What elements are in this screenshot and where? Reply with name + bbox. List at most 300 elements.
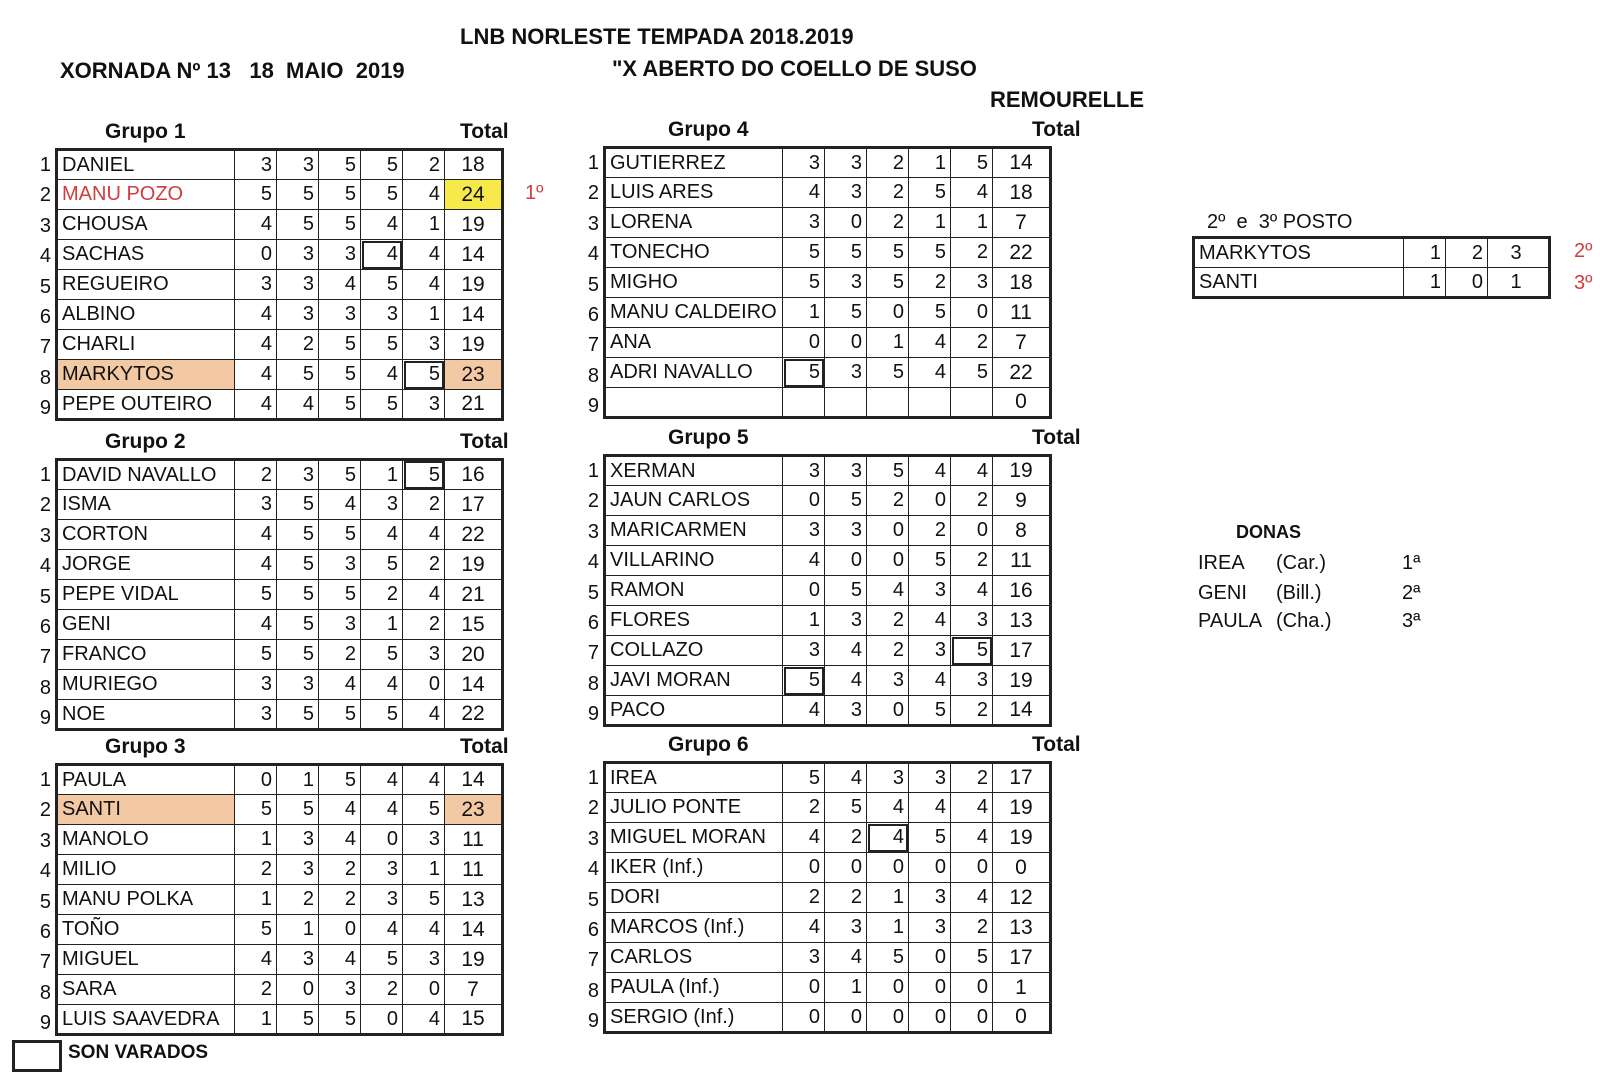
player-name: MIGUEL MORAN (605, 823, 783, 853)
total-cell: 19 (993, 456, 1051, 486)
row-number: 6 (39, 921, 51, 943)
player-name: IKER (Inf.) (605, 853, 783, 883)
row-number: 9 (587, 395, 599, 418)
player-name: DAVID NAVALLO (57, 460, 235, 490)
score-cell: 1 (867, 883, 909, 913)
score-cell: 5 (361, 180, 403, 210)
score-cell: 3 (783, 208, 825, 238)
score-cell: 3 (403, 640, 445, 670)
row-number: 4 (587, 551, 599, 574)
donas-club: (Cha.) (1276, 610, 1332, 632)
score-cell: 0 (235, 765, 277, 795)
donas-row (1198, 552, 1421, 575)
total-cell: 18 (445, 150, 503, 180)
score-cell: 0 (867, 1003, 909, 1033)
row-number: 4 (39, 860, 51, 883)
score-cell: 4 (951, 178, 993, 208)
total-cell: 20 (445, 640, 503, 670)
score-cell: 4 (319, 945, 361, 975)
score-cell: 5 (403, 360, 445, 390)
score-cell: 4 (403, 580, 445, 610)
score-cell: 3 (277, 855, 319, 885)
row-number: 5 (587, 581, 599, 604)
score-cell: 3 (783, 636, 825, 666)
score-cell: 1 (825, 973, 867, 1003)
table-row (57, 975, 503, 1005)
score-cell: 5 (277, 520, 319, 550)
table-row (57, 330, 503, 360)
score-cell: 0 (867, 853, 909, 883)
score-cell: 3 (319, 610, 361, 640)
score-cell: 5 (319, 210, 361, 240)
score-cell: 0 (235, 240, 277, 270)
score-cell: 2 (319, 855, 361, 885)
score-cell: 5 (319, 390, 361, 420)
score-cell: 4 (867, 793, 909, 823)
score-cell: 0 (319, 915, 361, 945)
score-cell: 5 (361, 700, 403, 730)
score-cell: 4 (319, 490, 361, 520)
score-cell: 5 (361, 330, 403, 360)
table-row (57, 640, 503, 670)
row-number: 1 (587, 767, 599, 789)
player-name: JORGE (57, 550, 235, 580)
score-cell: 2 (909, 268, 951, 298)
row-number: 8 (39, 981, 51, 1004)
score-cell: 1 (235, 1005, 277, 1035)
table-row (57, 550, 503, 580)
table-row (605, 178, 1051, 208)
player-name: SACHAS (57, 240, 235, 270)
total-cell: 14 (993, 148, 1051, 178)
total-cell: 11 (993, 298, 1051, 328)
score-cell: 3 (825, 456, 867, 486)
total-cell: 0 (993, 388, 1051, 418)
score-cell: 5 (909, 238, 951, 268)
table-row (605, 883, 1051, 913)
total-cell: 18 (993, 178, 1051, 208)
score-cell (825, 388, 867, 418)
player-name: PEPE OUTEIRO (57, 390, 235, 420)
score-cell: 3 (361, 300, 403, 330)
total-header: Total (460, 430, 509, 453)
score-cell: 5 (403, 885, 445, 915)
player-name: TOÑO (57, 915, 235, 945)
donas-row (1198, 610, 1421, 633)
total-cell: 1 (993, 973, 1051, 1003)
score-cell: 4 (783, 823, 825, 853)
score-cell: 0 (1446, 268, 1488, 298)
score-cell: 5 (951, 636, 993, 666)
score-cell: 2 (867, 148, 909, 178)
player-name (605, 388, 783, 418)
table-row (57, 180, 503, 210)
score-cell: 5 (277, 360, 319, 390)
table-row (1194, 238, 1550, 268)
score-cell: 2 (951, 546, 993, 576)
group-title: Grupo 3 (105, 735, 186, 758)
player-name: CHARLI (57, 330, 235, 360)
score-cell: 3 (235, 700, 277, 730)
player-name: JAUN CARLOS (605, 486, 783, 516)
donas-position: 3ª (1402, 610, 1421, 632)
score-cell: 2 (403, 610, 445, 640)
score-cell: 3 (319, 240, 361, 270)
score-cell: 3 (783, 516, 825, 546)
row-number: 4 (39, 245, 51, 268)
total-cell: 19 (445, 270, 503, 300)
table-row (605, 943, 1051, 973)
score-cell: 5 (319, 700, 361, 730)
score-cell: 0 (783, 328, 825, 358)
score-cell: 3 (235, 670, 277, 700)
score-cell: 3 (403, 330, 445, 360)
score-cell: 2 (867, 606, 909, 636)
table-row (605, 1003, 1051, 1033)
total-cell: 16 (445, 460, 503, 490)
score-cell: 3 (361, 885, 403, 915)
player-name: ISMA (57, 490, 235, 520)
legend-box (12, 1040, 62, 1072)
score-cell: 5 (277, 795, 319, 825)
group-table (603, 454, 1052, 727)
player-name: LUIS SAAVEDRA (57, 1005, 235, 1035)
player-name: DORI (605, 883, 783, 913)
player-name: VILLARINO (605, 546, 783, 576)
player-name: PAULA (57, 765, 235, 795)
score-cell: 2 (403, 490, 445, 520)
row-number: 2 (587, 182, 599, 205)
score-cell: 4 (783, 178, 825, 208)
score-cell: 0 (909, 1003, 951, 1033)
total-cell: 19 (445, 330, 503, 360)
group-table (603, 146, 1052, 419)
score-cell: 1 (361, 460, 403, 490)
total-cell: 13 (993, 913, 1051, 943)
total-cell: 19 (993, 823, 1051, 853)
score-cell: 1 (909, 208, 951, 238)
total-header: Total (1032, 118, 1081, 141)
table-row (605, 823, 1051, 853)
score-cell: 2 (951, 696, 993, 726)
table-row (605, 913, 1051, 943)
donas-position: 1ª (1402, 552, 1421, 574)
score-cell (867, 388, 909, 418)
table-row (605, 853, 1051, 883)
table-row (605, 793, 1051, 823)
playoff-table (1192, 236, 1551, 299)
score-cell: 5 (319, 1005, 361, 1035)
score-cell: 5 (319, 520, 361, 550)
player-name: MARKYTOS (57, 360, 235, 390)
legend-text: SON VARADOS (68, 1042, 209, 1063)
total-cell: 12 (993, 883, 1051, 913)
score-cell: 1 (1404, 238, 1446, 268)
score-cell: 3 (319, 300, 361, 330)
score-cell: 2 (235, 855, 277, 885)
score-cell: 0 (783, 1003, 825, 1033)
total-cell: 13 (993, 606, 1051, 636)
total-cell: 21 (445, 580, 503, 610)
table-row (605, 148, 1051, 178)
score-cell: 3 (825, 696, 867, 726)
score-cell: 4 (403, 915, 445, 945)
score-cell: 0 (825, 546, 867, 576)
score-cell: 3 (403, 390, 445, 420)
total-cell: 14 (445, 240, 503, 270)
player-name: CORTON (57, 520, 235, 550)
row-number: 8 (587, 364, 599, 387)
score-cell: 3 (909, 576, 951, 606)
score-cell: 0 (825, 853, 867, 883)
score-cell: 5 (951, 148, 993, 178)
score-cell: 1 (235, 885, 277, 915)
player-name: MANOLO (57, 825, 235, 855)
donas-position: 2ª (1402, 582, 1421, 604)
table-row (57, 210, 503, 240)
score-cell: 3 (951, 606, 993, 636)
score-cell: 5 (783, 666, 825, 696)
venue-title: REMOURELLE (990, 87, 1144, 112)
player-name: MILIO (57, 855, 235, 885)
score-cell: 4 (951, 576, 993, 606)
total-cell: 17 (993, 763, 1051, 793)
score-cell: 4 (951, 793, 993, 823)
position-mark: 1º (525, 182, 544, 205)
score-cell: 0 (403, 975, 445, 1005)
row-number: 6 (587, 304, 599, 326)
score-cell: 3 (867, 666, 909, 696)
player-name: PACO (605, 696, 783, 726)
total-cell: 14 (445, 765, 503, 795)
total-cell: 22 (445, 520, 503, 550)
score-cell: 5 (867, 358, 909, 388)
score-cell: 5 (951, 943, 993, 973)
score-cell: 5 (825, 576, 867, 606)
row-number: 6 (587, 919, 599, 941)
position-mark: 2º (1574, 240, 1593, 262)
score-cell: 3 (1488, 238, 1550, 268)
score-cell: 4 (951, 456, 993, 486)
score-cell: 0 (783, 576, 825, 606)
score-cell: 2 (825, 883, 867, 913)
row-number: 8 (587, 672, 599, 695)
score-cell: 1 (783, 606, 825, 636)
score-cell: 5 (361, 150, 403, 180)
total-header: Total (1032, 426, 1081, 449)
row-number: 7 (39, 951, 51, 974)
total-cell: 17 (993, 943, 1051, 973)
score-cell: 4 (361, 520, 403, 550)
player-name: FRANCO (57, 640, 235, 670)
score-cell: 4 (783, 913, 825, 943)
row-number: 7 (587, 642, 599, 665)
score-cell: 4 (361, 670, 403, 700)
total-cell: 17 (445, 490, 503, 520)
player-name: JULIO PONTE (605, 793, 783, 823)
score-cell: 4 (235, 360, 277, 390)
player-name: ANA (605, 328, 783, 358)
score-cell: 0 (403, 670, 445, 700)
player-name: CARLOS (605, 943, 783, 973)
table-row (605, 546, 1051, 576)
group-table (603, 761, 1052, 1034)
row-number: 5 (39, 275, 51, 298)
score-cell: 1 (403, 300, 445, 330)
score-cell: 2 (867, 636, 909, 666)
table-row (57, 610, 503, 640)
score-cell: 2 (951, 763, 993, 793)
score-cell: 3 (951, 268, 993, 298)
table-row (605, 973, 1051, 1003)
row-number: 5 (39, 585, 51, 608)
table-row (57, 855, 503, 885)
donas-name: GENI (1198, 582, 1247, 604)
score-cell: 3 (909, 636, 951, 666)
score-cell: 5 (403, 460, 445, 490)
row-number: 2 (39, 799, 51, 822)
score-cell: 3 (825, 913, 867, 943)
total-cell: 7 (993, 208, 1051, 238)
score-cell: 2 (403, 550, 445, 580)
score-cell: 5 (277, 580, 319, 610)
score-cell: 0 (867, 298, 909, 328)
score-cell: 3 (825, 178, 867, 208)
player-name: MIGHO (605, 268, 783, 298)
total-cell: 23 (445, 360, 503, 390)
score-cell: 3 (319, 550, 361, 580)
score-cell: 0 (867, 546, 909, 576)
row-number: 2 (587, 490, 599, 513)
player-name: RAMON (605, 576, 783, 606)
row-number: 5 (39, 890, 51, 913)
table-row (57, 825, 503, 855)
table-row (57, 580, 503, 610)
player-name: PAULA (Inf.) (605, 973, 783, 1003)
player-name: MANU CALDEIRO (605, 298, 783, 328)
score-cell: 3 (319, 975, 361, 1005)
score-cell: 4 (403, 520, 445, 550)
total-cell: 13 (445, 885, 503, 915)
player-name: COLLAZO (605, 636, 783, 666)
row-number: 7 (39, 646, 51, 669)
total-cell: 7 (993, 328, 1051, 358)
player-name: CHOUSA (57, 210, 235, 240)
row-number: 1 (39, 464, 51, 486)
score-cell: 5 (867, 456, 909, 486)
score-cell: 2 (403, 150, 445, 180)
score-cell: 4 (909, 606, 951, 636)
score-cell: 4 (361, 765, 403, 795)
score-cell: 0 (909, 853, 951, 883)
score-cell: 4 (319, 825, 361, 855)
score-cell: 5 (909, 178, 951, 208)
row-number: 4 (587, 858, 599, 881)
total-cell: 14 (445, 915, 503, 945)
player-name: IREA (605, 763, 783, 793)
score-cell: 5 (319, 360, 361, 390)
row-number: 1 (587, 152, 599, 174)
group-table (55, 458, 504, 731)
score-cell: 3 (277, 825, 319, 855)
donas-row (1198, 582, 1421, 605)
score-cell: 2 (951, 238, 993, 268)
league-title: LNB NORLESTE TEMPADA 2018.2019 (460, 24, 854, 49)
donas-title: DONAS (1236, 522, 1302, 542)
score-cell: 4 (825, 943, 867, 973)
score-cell: 4 (909, 456, 951, 486)
score-cell: 2 (951, 328, 993, 358)
row-number: 4 (587, 243, 599, 266)
score-cell: 4 (319, 795, 361, 825)
score-cell: 2 (361, 975, 403, 1005)
score-cell: 0 (825, 1003, 867, 1033)
score-cell: 3 (361, 855, 403, 885)
row-number: 9 (39, 707, 51, 730)
table-row (57, 700, 503, 730)
score-cell: 2 (361, 580, 403, 610)
table-row (1194, 268, 1550, 298)
score-cell: 0 (783, 486, 825, 516)
group-title: Grupo 2 (105, 430, 186, 453)
score-cell: 1 (403, 855, 445, 885)
score-cell: 3 (825, 606, 867, 636)
score-cell: 3 (403, 945, 445, 975)
row-number: 6 (39, 306, 51, 328)
score-cell: 0 (951, 853, 993, 883)
total-header: Total (460, 120, 509, 143)
table-row (57, 915, 503, 945)
score-cell: 0 (909, 486, 951, 516)
table-row (57, 150, 503, 180)
row-number: 8 (587, 979, 599, 1002)
score-cell: 3 (277, 150, 319, 180)
score-cell: 4 (235, 520, 277, 550)
score-cell: 2 (235, 975, 277, 1005)
player-name: REGUEIRO (57, 270, 235, 300)
score-cell: 3 (825, 358, 867, 388)
score-cell: 0 (361, 1005, 403, 1035)
score-cell: 4 (361, 360, 403, 390)
player-name: GUTIERREZ (605, 148, 783, 178)
group-table (55, 148, 504, 421)
score-cell: 2 (319, 640, 361, 670)
total-cell: 7 (445, 975, 503, 1005)
player-name: ALBINO (57, 300, 235, 330)
table-row (57, 360, 503, 390)
table-row (605, 666, 1051, 696)
row-number: 9 (587, 1010, 599, 1033)
player-name: LUIS ARES (605, 178, 783, 208)
score-cell: 3 (235, 150, 277, 180)
score-cell: 2 (909, 516, 951, 546)
row-number: 7 (587, 334, 599, 357)
group-title: Grupo 4 (668, 118, 749, 141)
score-cell: 0 (867, 696, 909, 726)
score-cell (909, 388, 951, 418)
table-row (605, 388, 1051, 418)
score-cell: 4 (403, 180, 445, 210)
score-cell: 4 (235, 610, 277, 640)
score-cell: 1 (951, 208, 993, 238)
score-cell: 4 (361, 240, 403, 270)
player-name: SANTI (1194, 268, 1404, 298)
row-number: 1 (39, 154, 51, 176)
score-cell: 5 (783, 238, 825, 268)
row-number: 3 (587, 212, 599, 235)
table-row (605, 358, 1051, 388)
score-cell: 4 (361, 915, 403, 945)
